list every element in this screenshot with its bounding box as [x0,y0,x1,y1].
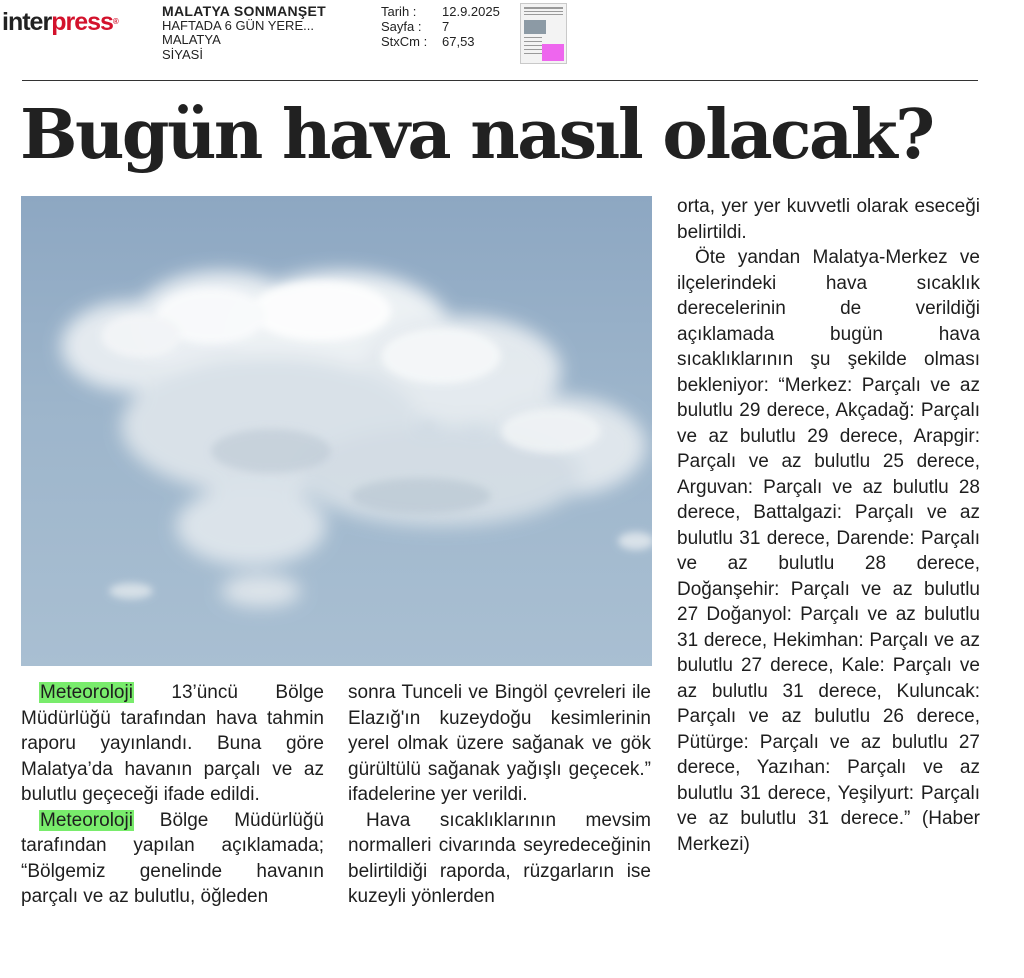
highlighted-term: Meteoroloji [40,682,133,703]
publication-name: MALATYA SONMANŞET [162,3,327,19]
meta-date-label: Tarih : [381,4,417,19]
logo-part-press: press [51,8,113,36]
header-divider [22,80,978,81]
meta-stxcm-value: 67,53 [442,34,475,49]
meta-date-value: 12.9.2025 [442,4,500,19]
publication-city: MALATYA [162,32,221,47]
logo-registered-mark: ® [112,17,118,26]
meta-row-stxcm [381,34,500,49]
meta-stxcm-label: StxCm : [381,34,428,49]
paragraph-text: Bölge Müdürlüğü tarafından yapılan açıklamada; “Bölgemiz genelinde havanın parçalı ve az bulutlu, öğleden [21,809,324,907]
article-column-1 [21,680,324,910]
meta-row-page [381,19,500,34]
article-column-3 [677,194,980,857]
paragraph [21,808,324,910]
paragraph-text: 13’üncü Bölge Müdürlüğü tarafından hava tahmin raporu yayınlandı. Buna göre Malatya’da havanın parçalı ve az bulutlu geçeceği ifade edildi. [21,682,324,805]
highlighted-term: Meteoroloji [40,809,133,831]
paragraph [21,680,324,808]
meta-page-label: Sayfa : [381,19,422,34]
paragraph: Hava sıcaklıklarının mevsim normalleri civarında seyredeceğinin belirtildiği raporda, rüzgarların ise kuzeyli yönlerden [348,809,651,907]
publication-frequency: HAFTADA 6 GÜN YERE... [162,17,314,33]
article-headline: Bugün hava nasıl olacak? [20,95,933,175]
thumbnail-article-highlight [542,44,564,61]
meta-row-date [381,4,500,19]
interpress-logo [2,8,118,36]
paragraph: Öte yandan Malatya-Merkez ve ilçelerindeki hava sıcaklık derecelerinin de verildiği açıklamada bugün hava sıcaklıklarının şu şekilde olması bekleniyor: “Merkez: Parçalı ve az bulutlu 29 derece, Akçadağ: Parçalı ve az bulutlu 29 derece, Arapgir: Parçalı ve az bulutlu 25 derece, Arguvan: Parçalı ve az bulutlu 28 derece, Battalgazi: Parçalı ve az bulutlu 31 derece, Darende: Parçalı ve az bulutlu 28 derece, Doğanşehir: Parçalı ve az bulutlu 27 Doğanyol: Parçalı ve az bulutlu 31 derece, Hekimhan: Parçalı ve az bulutlu 27 derece, Kale: Parçalı ve az bulutlu 31 derece, Kuluncak: Parçalı ve az bulutlu 26 derece, Pütürge: Parçalı ve az bulutlu 27 derece, Yazıhan: Parçalı ve az bulutlu 31 derece, Yeşilyurt: Parçalı ve az bulutlu 31 derece.” (Haber Merkezi) [677,247,980,855]
paragraph: sonra Tunceli ve Bingöl çevreleri ile Elazığ'ın kuzeydoğu kesimlerinin yerel olmak üzere sağanak ve gök gürültülü sağanak yağışlı geçecek.” ifadelerine yer verildi. [348,682,651,805]
article-photo-cloud [21,196,652,666]
paragraph: orta, yer yer kuvvetli olarak eseceği belirtildi. [677,196,980,243]
meta-page-value: 7 [442,19,450,34]
publication-category: SİYASİ [162,46,203,62]
clipping-meta [381,4,500,49]
page-thumbnail[interactable] [520,3,567,64]
publication-info [162,4,326,62]
logo-part-inter: inter [2,8,52,36]
article-column-2 [348,680,651,910]
